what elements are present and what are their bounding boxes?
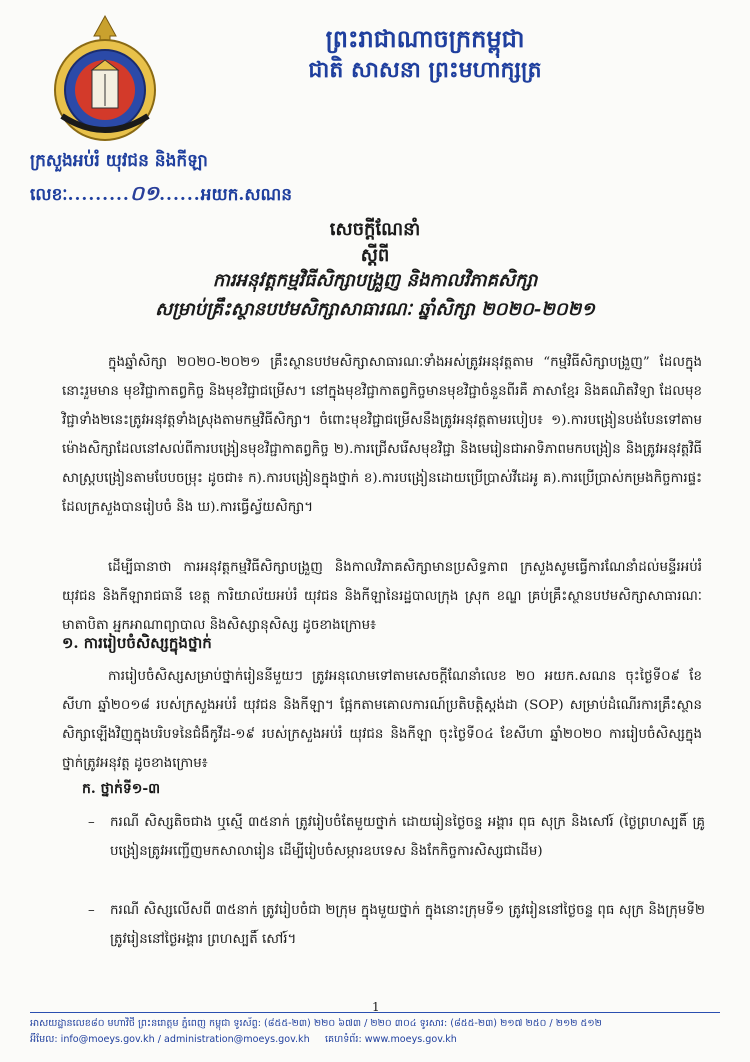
paragraph-guidance: ដើម្បីធានាថា ការអនុវត្តកម្មវិធីសិក្សាបង្រួញ និងកាលវិភាគសិក្សាមានប្រសិទ្ធភាព ក្រសួងសូមធ្វើការណែនាំដល់មន្ទីរអប់រំ យុវជន និងកីឡារាជធានី ខេត្ត ការិយាល័យអប់រំ យុវជន និងកីឡានៃរដ្ឋបាលក្រុង ស្រុក ខណ្ឌ គ្រប់គ្រឹះស្ថានបឋមសិក្សាសាធារណៈ មាតាបិតា អ្នកអាណាព្យាបាល និងសិស្សានុសិស្ស ដូចខាងក្រោម៖ <box>62 560 702 633</box>
list-item <box>88 808 705 866</box>
website-link[interactable]: www.moeys.gov.kh <box>364 1034 457 1045</box>
kingdom-title: ព្រះរាជាណាចក្រកម្ពុជា <box>325 24 525 53</box>
paragraph-section-1: ការរៀបចំសិស្សសម្រាប់ថ្នាក់រៀននីមួយៗ ត្រូវអនុលោមទៅតាមសេចក្តីណែនាំលេខ ២០ អយក.សណន ចុះថ្ងៃទី០៩ ខែសីហា ឆ្នាំ២០១៨ របស់ក្រសួងអប់រំ យុវជន និងកីឡា។ ផ្អែកតាមគោលការណ៍ប្រតិបត្តិស្តង់ដា (SOP) សម្រាប់ដំណើរការគ្រឹះស្ថានសិក្សាឡើងវិញក្នុងបរិបទនៃជំងឺកូវីដ-១៩ របស់ក្រសួងអប់រំ យុវជន និងកីឡា ចុះថ្ងៃទី០៤ ខែសីហា ឆ្នាំ២០២០ ការរៀបចំសិស្សក្នុងថ្នាក់ត្រូវអនុវត្ត ដូចខាងក្រោម៖ <box>62 669 702 771</box>
doc-subject-scope: សម្រាប់គ្រឹះស្ថានបឋមសិក្សាសាធារណៈ ឆ្នាំសិក្សា ២០២០-២០២១ <box>155 299 595 320</box>
bullet-dash: – <box>88 815 95 830</box>
subsection-heading-grades-1-3: ក. ថ្នាក់ទី១-៣ <box>82 781 161 797</box>
ref-label: លេខៈ <box>30 185 68 205</box>
ref-dots-2: ...... <box>159 185 201 205</box>
footer-divider <box>30 1012 720 1013</box>
list-item-text: ករណី សិស្សលើសពី ៣៥នាក់ ត្រូវរៀបចំជា ២ក្រុម ក្នុងមួយថ្នាក់ ក្នុងនោះក្រុមទី១ ត្រូវរៀននៅថ្ងៃចន្ទ ពុធ សុក្រ និងក្រុមទី២ ត្រូវរៀននៅថ្ងៃអង្គារ ព្រហស្បតិ៍ សៅរ៍។ <box>110 903 705 947</box>
list-item <box>88 896 705 954</box>
national-motto: ជាតិ សាសនា ព្រះមហាក្សត្រ <box>308 57 542 83</box>
email-label: អ៊ីមែល: <box>30 1034 58 1045</box>
section-heading-1: ១. ការរៀបចំសិស្សក្នុងថ្នាក់ <box>62 634 212 652</box>
list-item-text: ករណី សិស្សតិចជាង ឬស្មើ ៣៥នាក់ ត្រូវរៀបចំតែមួយថ្នាក់ ដោយរៀនថ្ងៃចន្ទ អង្គារ ពុធ សុក្រ និងសៅរ៍ (ថ្ងៃព្រហស្បតិ៍ គ្រូបង្រៀនត្រូវអញ្ជើញមកសាលារៀន ដើម្បីរៀបចំសម្ភារឧបទេស និងកែកិច្ចការសិស្សជាដើម) <box>110 815 705 859</box>
doc-subject: ការអនុវត្តកម្មវិធីសិក្សាបង្រួញ និងកាលវិភាគសិក្សា <box>212 270 538 291</box>
paragraph-intro: ក្នុងឆ្នាំសិក្សា ២០២០-២០២១ គ្រឹះស្ថានបឋមសិក្សាសាធារណៈទាំងអស់ត្រូវអនុវត្តតាម “កម្មវិធីសិក្សាបង្រួញ” ដែលក្នុងនោះរួមមាន មុខវិជ្ជាកាតព្វកិច្ច និងមុខវិជ្ជាជម្រើស។ នៅក្នុងមុខវិជ្ជាកាតព្វកិច្ចមានមុខវិជ្ជាចំនួនពីរគឺ ភាសាខ្មែរ និងគណិតវិទ្យា ដែលមុខវិជ្ជាទាំង២នេះត្រូវអនុវត្តទាំងស្រុងតាមកម្មវិធីសិក្សា។ ចំពោះមុខវិជ្ជាជម្រើសនឹងត្រូវអនុវត្តតាមរបៀប៖ ១).ការបង្រៀនបង់បែនទៅតាមម៉ោងសិក្សាដែលនៅសល់ពីការបង្រៀនមុខវិជ្ជាកាតព្វកិច្ច ២).ការជ្រើសរើសមុខវិជ្ជា និងមេរៀនជាអាទិភាពមកបង្រៀន និងត្រូវអនុវត្តវិធីសាស្ត្របង្រៀនតាមបែបចម្រុះ ដូចជា៖ ក).ការបង្រៀនក្នុងថ្នាក់ ខ).ការបង្រៀនដោយប្រើប្រាស់វីដេអូ គ).ការប្រើប្រាស់កម្រងកិច្ចការផ្ទះ ដែលក្រសួងបានរៀបចំ និង ឃ).ការធ្វើស្វ័យសិក្សា។ <box>62 355 702 515</box>
footer-contact <box>30 1033 720 1047</box>
page-number: 1 <box>372 1000 380 1014</box>
reference-line <box>30 180 292 210</box>
ref-dots: ......... <box>67 185 130 205</box>
bullet-dash: – <box>88 903 95 918</box>
website-label: គេហទំព័រ: <box>324 1034 362 1045</box>
ref-suffix: អយក.សណន <box>200 185 293 205</box>
doc-title: សេចក្តីណែនាំ <box>329 219 421 240</box>
ref-number: ០១ <box>129 181 160 205</box>
ministry-seal <box>40 12 170 147</box>
footer-address: អាសយដ្ឋានលេខ៨០ មហាវិថី ព្រះនរោត្តម ភ្នំពេញ កម្ពុជា ទូរស័ព្ទ: (៨៥៥-២៣) ២២០ ៦៧៣ / ២២០ ៣០៤ ទូរសារ: (៨៥៥-២៣) ២១៧ ២៥០ / ២១២ ៥១២ <box>30 1018 602 1029</box>
email-links[interactable]: info@moeys.gov.kh / administration@moeys.gov.kh <box>60 1034 310 1045</box>
doc-subtitle-about: ស្តីពី <box>360 245 390 266</box>
ministry-name: ក្រសួងអប់រំ យុវជន និងកីឡា <box>30 151 208 171</box>
